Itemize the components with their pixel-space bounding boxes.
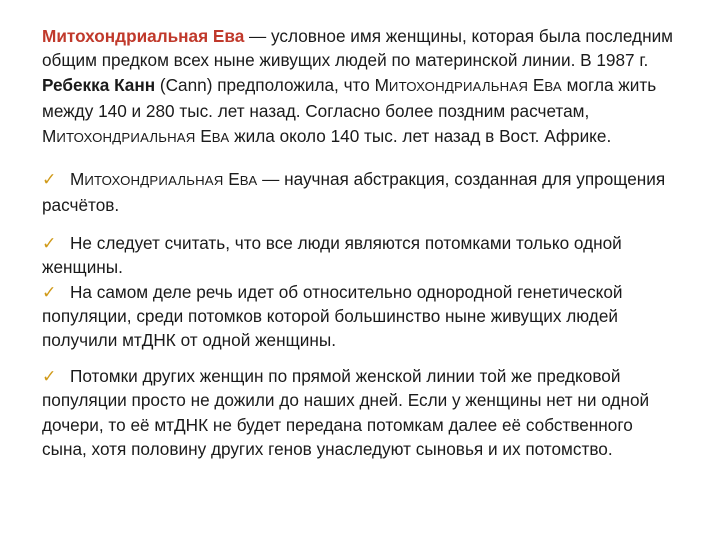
bullet-item-3 xyxy=(42,280,682,353)
bullet-item-1 xyxy=(42,167,682,218)
intro-text-2: (Cann) предположила, что xyxy=(155,74,375,95)
bullet-3-text: На самом деле речь идет об относительно однородной генетической популяции, среди потомков которой большинство ныне живущих людей получили мтДНК от одной женщины. xyxy=(42,281,623,351)
intro-text-3: могла жить между 140 и 280 тыс. лет назад. Согласно более поздним расчетам, xyxy=(42,74,657,122)
bullet-2-text: Не следует считать, что все люди являются потомками только одной женщины. xyxy=(42,232,622,278)
smallcaps-term-3: МИТОХОНДРИАЛЬНАЯ ЕВА xyxy=(70,169,258,190)
intro-paragraph xyxy=(42,24,682,150)
person-name: Ребекка Канн xyxy=(42,74,156,95)
intro-text-4: жила около 140 тыс. лет назад в Вост. Африке. xyxy=(229,125,612,146)
checkmark-icon: ✓ xyxy=(42,169,57,190)
checkmark-icon: ✓ xyxy=(42,232,57,253)
bullet-1-text: — научная абстракция, созданная для упрощения расчётов. xyxy=(42,169,666,216)
checkmark-icon: ✓ xyxy=(42,365,57,386)
smallcaps-term-2: МИТОХОНДРИАЛЬНАЯ ЕВА xyxy=(42,125,230,146)
slide-content xyxy=(42,24,682,462)
bullet-item-2 xyxy=(42,231,682,280)
bullet-item-4 xyxy=(42,364,682,462)
smallcaps-term-1: МИТОХОНДРИАЛЬНАЯ ЕВА xyxy=(374,74,562,95)
intro-text-1: — условное имя женщины, которая была последним общим предком всех ныне живущих людей по материнской линии. В 1987 г. xyxy=(42,26,673,71)
bullet-4-text: Потомки других женщин по прямой женской линии той же предковой популяции просто не дожили до наших дней. Если у женщины нет ни одной дочери, то её мтДНК не будет передана потомкам далее её собственного сына, хотя половину других генов унаследуют сыновья и их потомство. xyxy=(42,365,650,460)
term-mitochondrial-eve: Митохондриальная Ева xyxy=(42,26,245,46)
checkmark-icon: ✓ xyxy=(42,281,57,302)
